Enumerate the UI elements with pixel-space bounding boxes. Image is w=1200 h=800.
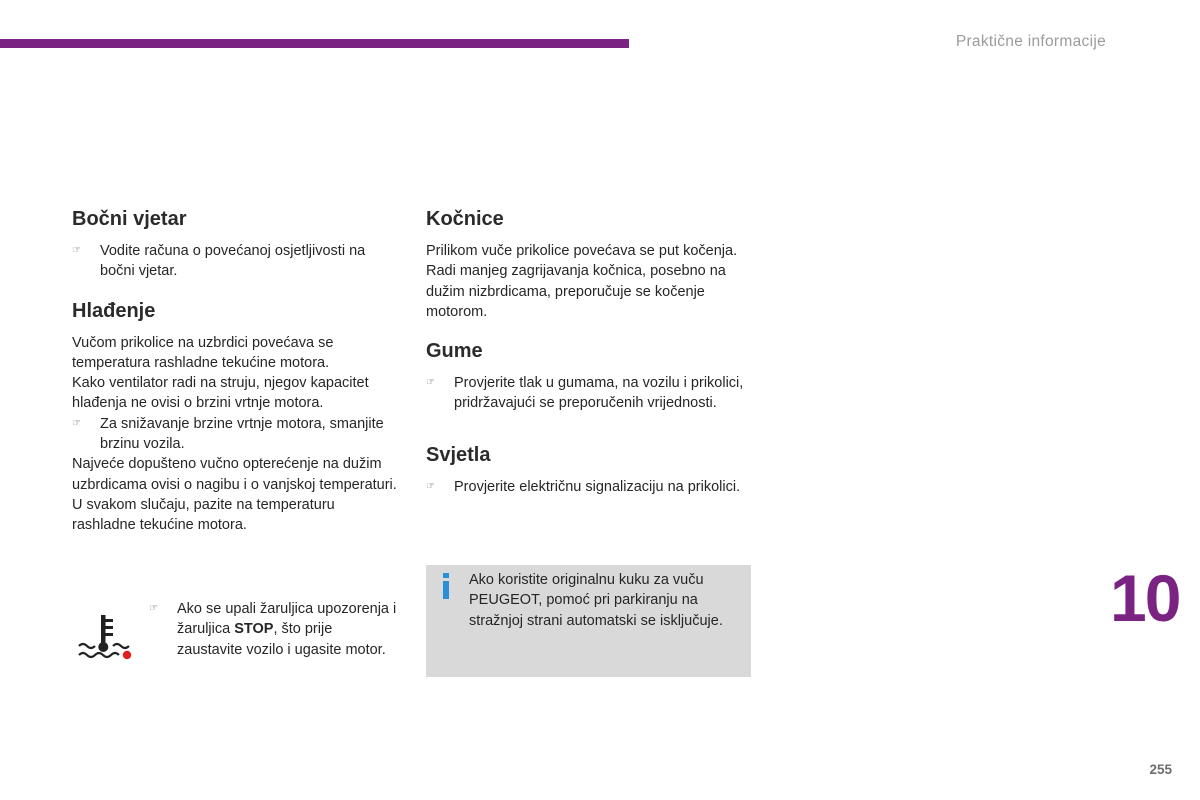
tyres-bullet: ☞ Provjerite tlak u gumama, na vozilu i prikolici, pridržavajući se preporučenih vrijednosti. bbox=[426, 375, 744, 412]
brakes-paragraph: Prilikom vuče prikolice povećava se put kočenja. bbox=[426, 243, 738, 259]
info-icon bbox=[440, 573, 452, 599]
coolant-temperature-warning-icon bbox=[77, 613, 133, 663]
pointing-hand-icon: ☞ bbox=[149, 603, 158, 614]
brakes-heading: Kočnice bbox=[426, 208, 504, 230]
coolant-warning-text: ☞ Ako se upali žaruljica upozorenja i žaruljica STOP, što prije zaustavite vozilo i ugasite motor. bbox=[149, 601, 397, 658]
cooling-paragraph: Najveće dopušteno vučno opterećenje na dužim uzbrdicama ovisi o nagibu i o vanjskoj temperaturi. bbox=[72, 456, 397, 493]
cooling-heading: Hlađenje bbox=[72, 299, 156, 322]
pointing-hand-icon: ☞ bbox=[426, 480, 435, 492]
header-accent-bar bbox=[0, 39, 629, 48]
pointing-hand-icon: ☞ bbox=[72, 417, 81, 429]
cooling-paragraph: Vučom prikolice na uzbrdici povećava se temperatura rashladne tekućine motora. bbox=[72, 334, 334, 371]
cooling-paragraph: U svakom slučaju, pazite na temperaturu rashladne tekućine motora. bbox=[72, 496, 335, 534]
side-wind-bullet: ☞ Vodite računa o povećanoj osjetljivosti na bočni vjetar. bbox=[72, 243, 366, 280]
pointing-hand-icon: ☞ bbox=[426, 377, 435, 389]
cooling-bullet: ☞ Za snižavanje brzine vrtnje motora, smanjite brzinu vozila. bbox=[72, 415, 384, 453]
stop-label: STOP bbox=[234, 621, 274, 638]
side-wind-heading: Bočni vjetar bbox=[72, 208, 187, 230]
chapter-number: 10 bbox=[1110, 561, 1180, 635]
section-title: Praktične informacije bbox=[955, 33, 1106, 50]
lights-heading: Svjetla bbox=[426, 443, 491, 466]
page-number: 255 bbox=[1149, 762, 1172, 777]
left-column bbox=[72, 206, 402, 536]
info-box-text: Ako koristite originalnu kuku za vuču PEUGEOT, pomoć pri parkiranju na stražnjoj strani automatski se isključuje. bbox=[469, 572, 723, 629]
cooling-paragraph: Kako ventilator radi na struju, njegov kapacitet hlađenja ne ovisi o brzini vrtnje motora. bbox=[72, 375, 369, 412]
brakes-paragraph: Radi manjeg zagrijavanja kočnica, posebno na dužim nizbrdicama, preporučuje se kočenje motorom. bbox=[426, 263, 726, 320]
lights-bullet: ☞ Provjerite električnu signalizaciju na prikolici. bbox=[426, 477, 756, 497]
tyres-heading: Gume bbox=[426, 340, 483, 363]
right-column bbox=[426, 206, 756, 497]
coolant-warning bbox=[72, 599, 412, 689]
red-indicator-dot bbox=[123, 651, 131, 659]
pointing-hand-icon: ☞ bbox=[72, 245, 81, 256]
info-box bbox=[426, 565, 751, 677]
